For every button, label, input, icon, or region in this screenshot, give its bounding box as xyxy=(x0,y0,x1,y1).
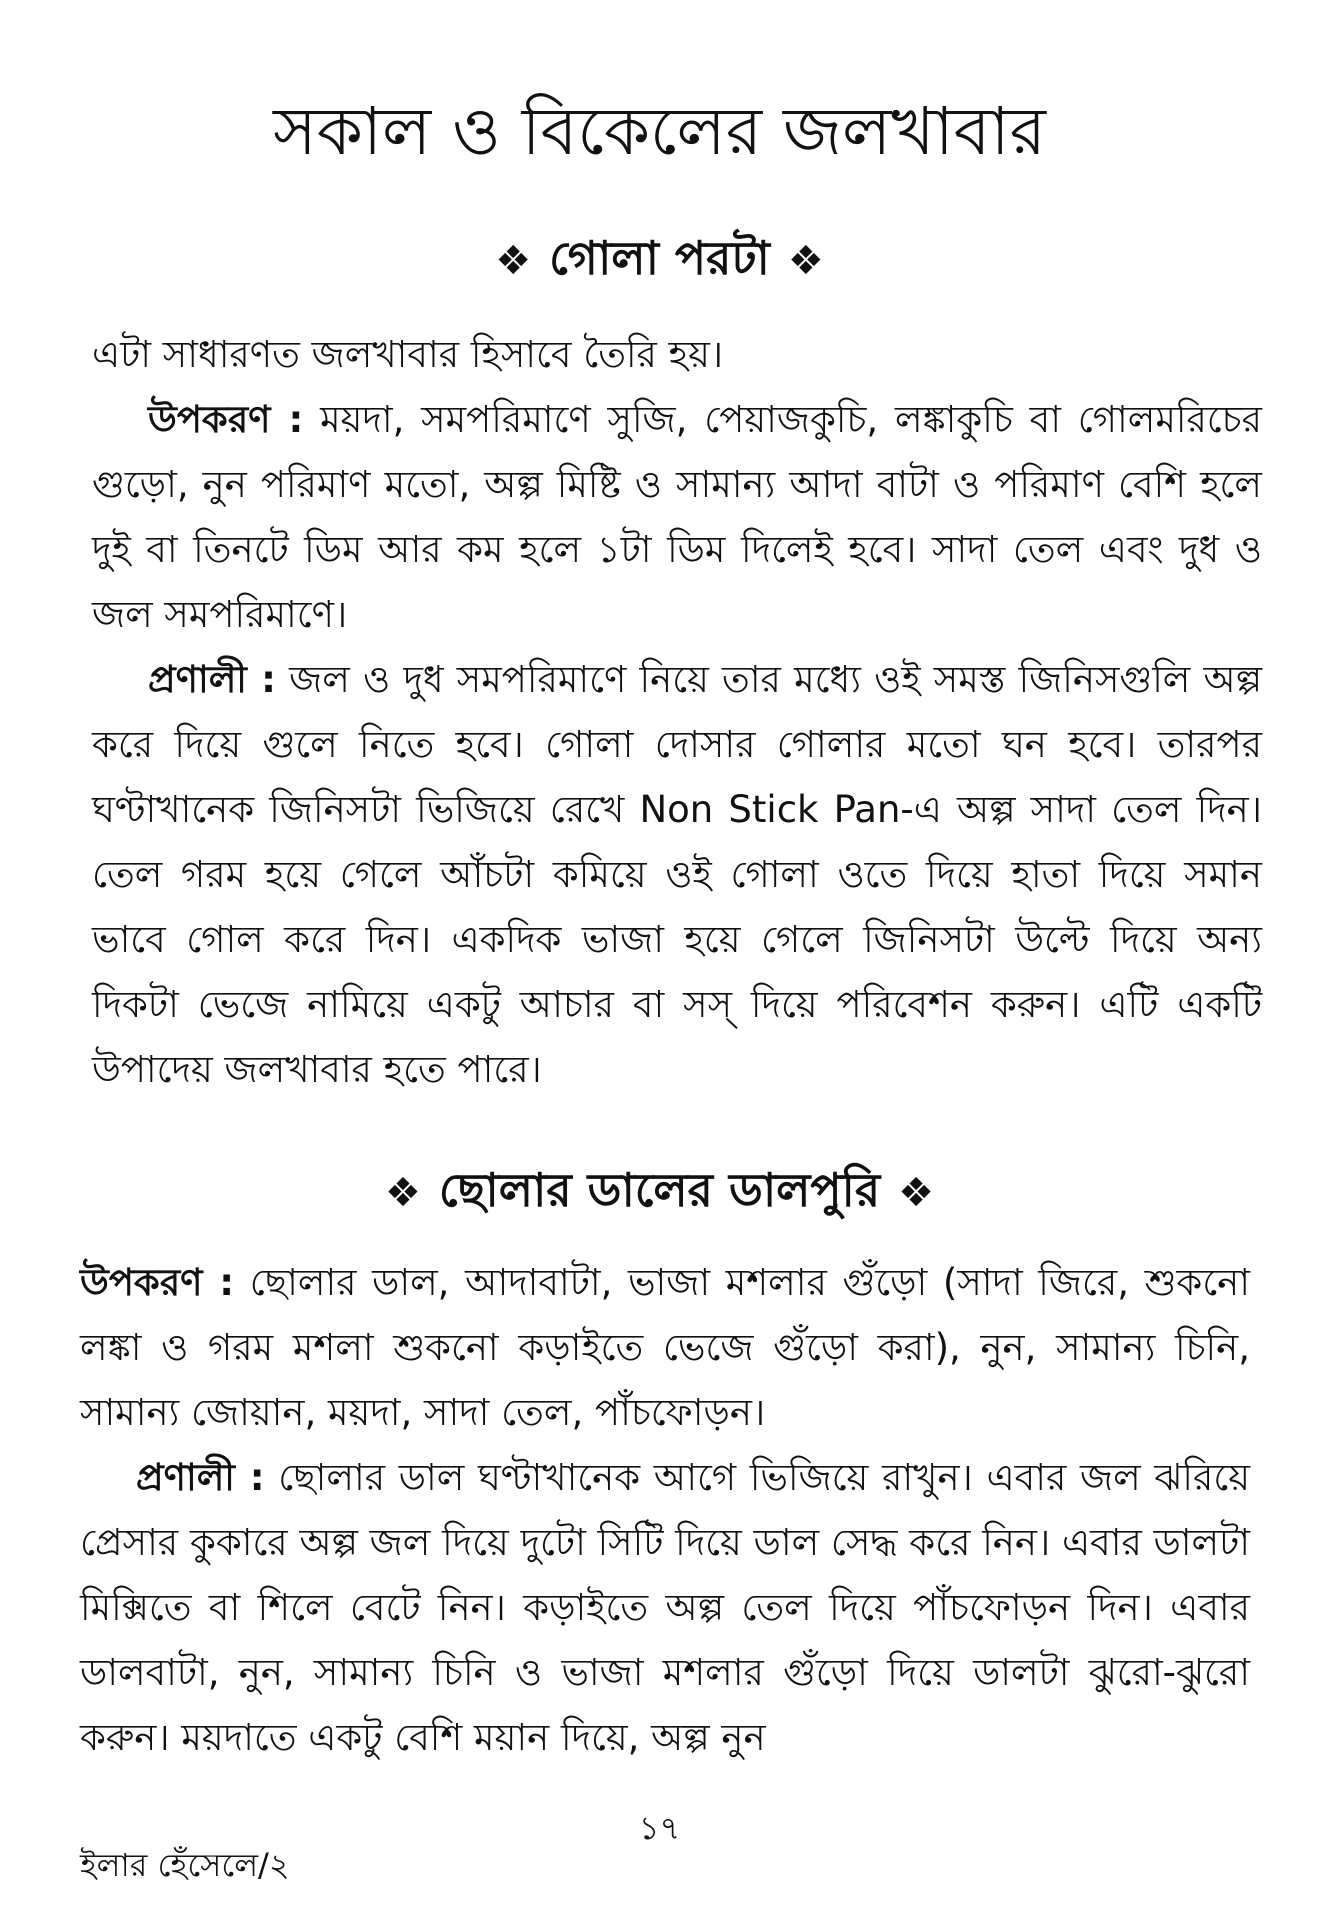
section-heading-text: গোলা পরটা xyxy=(549,231,770,285)
method-label: প্রণালী : xyxy=(136,1456,265,1499)
page-title: সকাল ও বিকেলের জলখাবার xyxy=(273,93,1046,170)
method-paragraph xyxy=(80,1445,1250,1770)
ornament-icon: ❖ xyxy=(385,1170,421,1216)
section-heading-dalpuri xyxy=(0,1160,1319,1223)
ingredients-label: উপকরণ : xyxy=(80,1261,235,1304)
method-text: ছোলার ডাল ঘণ্টাখানেক আগে ভিজিয়ে রাখুন। এবার জল ঝরিয়ে প্রেসার কুকারে অল্প জল দিয়ে দুটো সিটি দিয়ে ডাল সেদ্ধ করে নিন। এবার ডালটা মিক্সিতে বা শিলে বেটে নিন। কড়াইতে অল্প তেল দিয়ে পাঁচফোড়ন দিন। এবার ডালবাটা, নুন, সামান্য চিনি ও ভাজা মশলার গুঁড়ো দিয়ে ডালটা ঝুরো-ঝুরো করুন। ময়দাতে একটু বেশি ময়ান দিয়ে, অল্প নুন xyxy=(80,1456,1250,1759)
ingredients-paragraph xyxy=(80,1250,1250,1445)
method-text: জল ও দুধ সমপরিমাণে নিয়ে তার মধ্যে ওই সমস্ত জিনিসগুলি অল্প করে দিয়ে গুলে নিতে হবে। গোলা দোসার গোলার মতো ঘন হবে। তারপর ঘণ্টাখানেক জিনিসটা ভিজিয়ে রেখে Non Stick Pan-এ অল্প সাদা তেল দিন। তেল গরম হয়ে গেলে আঁচটা কমিয়ে ওই গোলা ওতে দিয়ে হাতা দিয়ে সমান ভাবে গোল করে দিন। একদিক ভাজা হয়ে গেলে জিনিসটা উল্টে দিয়ে অন্য দিকটা ভেজে নামিয়ে একটু আচার বা সস্ দিয়ে পরিবেশন করুন। এটি একটি উপাদেয় জলখাবার হতে পারে। xyxy=(92,658,1262,1091)
ornament-icon: ❖ xyxy=(787,238,824,284)
ingredients-text: ছোলার ডাল, আদাবাটা, ভাজা মশলার গুঁড়ো (সাদা জিরে, শুকনো লঙ্কা ও গরম মশলা শুকনো কড়াইতে ভেজে গুঁড়ো করা), নুন, সামান্য চিনি, সামান্য জোয়ান, ময়দা, সাদা তেল, পাঁচফোড়ন। xyxy=(80,1261,1250,1434)
section-body-dalpuri xyxy=(80,1250,1250,1770)
section-heading-gola-paratha xyxy=(0,228,1319,291)
section-body-gola-paratha xyxy=(92,322,1262,1102)
method-paragraph xyxy=(92,647,1262,1102)
ingredients-paragraph xyxy=(92,387,1262,647)
footer-signature: ইলার হেঁসেলে/২ xyxy=(80,1846,290,1884)
section-intro: এটা সাধারণত জলখাবার হিসাবে তৈরি হয়। xyxy=(92,333,724,376)
method-label: প্রণালী : xyxy=(148,658,276,701)
ingredients-label: উপকরণ : xyxy=(148,398,304,441)
ingredients-text: ময়দা, সমপরিমাণে সুজি, পেয়াজকুচি, লঙ্কাকুচি বা গোলমরিচের গুড়ো, নুন পরিমাণ মতো, অল্প মিষ্টি ও সামান্য আদা বাটা ও পরিমাণ বেশি হলে দুই বা তিনটে ডিম আর কম হলে ১টা ডিম দিলেই হবে। সাদা তেল এবং দুধ ও জল সমপরিমাণে। xyxy=(92,398,1262,636)
section-heading-text: ছোলার ডালের ডালপুরি xyxy=(438,1163,881,1217)
ornament-icon: ❖ xyxy=(495,238,532,284)
ornament-icon: ❖ xyxy=(898,1170,934,1216)
page-number: ১৭ xyxy=(638,1809,681,1847)
